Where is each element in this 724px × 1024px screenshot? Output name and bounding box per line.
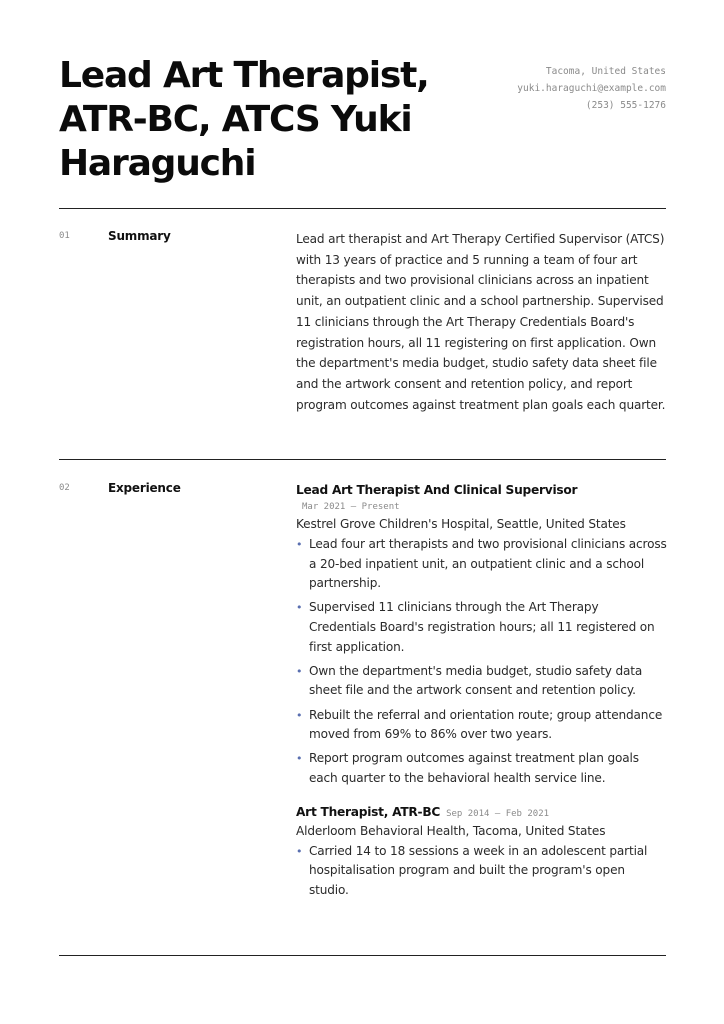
list-item — [296, 662, 668, 701]
divider-experience — [59, 955, 666, 956]
bullet-icon: • — [296, 708, 303, 722]
job-title: Lead Art Therapist And Clinical Supervisor — [296, 483, 578, 497]
job-dates: Mar 2021 — Present — [302, 502, 400, 512]
contact-block — [517, 63, 666, 114]
summary-body — [296, 229, 668, 415]
summary-text: Lead art therapist and Art Therapy Certified Supervisor (ATCS) with 13 years of practice and 5 running a team of four art therapists and two provisional clinicians across an inpatient unit, an outpatient clinic and a school partnership. Supervised 11 clinicians through the Art Therapy Credentials Board's registration hours, all 11 registering on first application. Own the department's media budget, studio safety data sheet file and the artwork consent and retention policy, and report program outcomes against treatment plan goals each quarter. — [296, 232, 666, 412]
bullet-icon: • — [296, 664, 303, 678]
contact-location: Tacoma, United States — [545, 66, 666, 77]
job-bullets — [296, 535, 668, 789]
job-organization: Alderloom Behavioral Health, Tacoma, United States — [296, 823, 606, 838]
bullet-text: Lead four art therapists and two provisional clinicians across a 20-bed inpatient unit, an outpatient clinic and a school partnership. — [309, 537, 667, 591]
job-title: Art Therapist, ATR-BC — [296, 804, 441, 819]
candidate-name: Lead Art Therapist, ATR-BC, ATCS Yuki Haraguchi — [59, 55, 429, 184]
contact-email: yuki.haraguchi@example.com — [517, 83, 666, 94]
job-heading — [296, 801, 668, 822]
bullet-icon: • — [296, 752, 303, 766]
section-title: Summary — [108, 229, 171, 243]
bullet-text: Supervised 11 clinicians through the Art Therapy Credentials Board's registration hours; all 11 registered on first application. — [309, 600, 655, 654]
list-item — [296, 535, 668, 594]
job-dates: Sep 2014 — Feb 2021 — [446, 808, 550, 819]
bullet-icon: • — [296, 538, 303, 551]
bullet-text: Report program outcomes against treatment plan goals each quarter to the behavioral health service line. — [309, 751, 639, 785]
list-item — [296, 842, 668, 901]
job-entry — [296, 801, 668, 901]
bullet-icon: • — [296, 844, 303, 858]
divider-summary — [59, 459, 666, 460]
list-item — [296, 706, 668, 745]
bullet-text: Carried 14 to 18 sessions a week in an adolescent partial hospitalisation program and built the program's open studio. — [309, 843, 648, 897]
contact-phone: (253) 555-1276 — [585, 100, 666, 111]
section-number: 02 — [59, 483, 70, 493]
bullet-icon: • — [296, 601, 303, 615]
resume-page — [59, 0, 666, 1024]
section-title: Experience — [108, 481, 181, 495]
bullet-text: Own the department's media budget, studio safety data sheet file and the artwork consent and retention policy. — [309, 663, 643, 698]
section-number: 01 — [59, 231, 70, 241]
divider-header — [59, 208, 666, 209]
bullet-text: Rebuilt the referral and orientation route; group attendance moved from 69% to 86% over two years. — [309, 707, 663, 742]
list-item — [296, 598, 668, 657]
job-organization: Kestrel Grove Children's Hospital, Seattle, United States — [296, 517, 626, 531]
experience-body — [296, 481, 668, 905]
job-bullets — [296, 842, 668, 901]
job-entry — [296, 481, 668, 789]
list-item — [296, 749, 668, 788]
